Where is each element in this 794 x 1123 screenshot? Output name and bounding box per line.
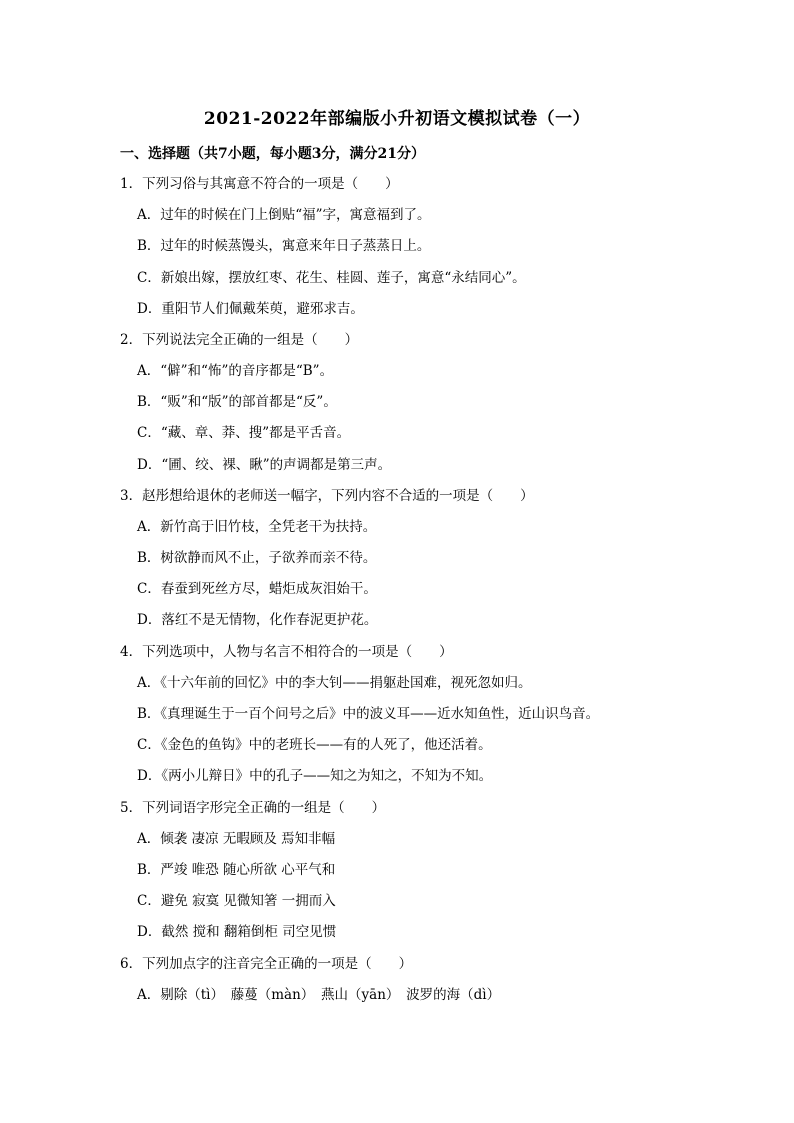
section-heading: 一、选择题（共7小题，每小题3分，满分21分）	[120, 146, 425, 162]
question-option: B．“贩”和“版”的部首都是“反”。	[137, 394, 337, 410]
question-stem: 2．下列说法完全正确的一组是（ ）	[120, 332, 359, 348]
question-option: D．落红不是无情物，化作春泥更护花。	[137, 612, 378, 628]
question-stem: 3．赵彤想给退休的老师送一幅字，下列内容不合适的一项是（ ）	[120, 488, 534, 504]
question-option: A．剔除（tì） 藤蔓（màn） 燕山（yān） 波罗的海（dì）	[137, 987, 501, 1003]
question-option: D．截然 搅和 翻箱倒柜 司空见惯	[137, 924, 337, 940]
question-option: C．《金色的鱼钩》中的老班长——有的人死了，他还活着。	[137, 737, 492, 753]
question-option: A．“僻”和“怖”的音序都是“B”。	[137, 363, 334, 379]
question-option: B．树欲静而风不止，子欲养而亲不待。	[137, 550, 377, 566]
question-option: A．新竹高于旧竹枝，全凭老干为扶持。	[137, 519, 377, 535]
question-stem: 4．下列选项中，人物与名言不相符合的一项是（ ）	[120, 644, 453, 660]
question-option: B．《真理诞生于一百个问号之后》中的波义耳——近水知鱼性，近山识鸟音。	[137, 706, 600, 722]
question-option: D．重阳节人们佩戴茱萸，避邪求吉。	[137, 301, 364, 317]
question-option: D．“圃、绞、裸、瞅”的声调都是第三声。	[137, 457, 392, 473]
question-stem: 1．下列习俗与其寓意不符合的一项是（ ）	[120, 176, 399, 192]
question-option: A．《十六年前的回忆》中的李大钊——捐躯赴国难，视死忽如归。	[137, 675, 532, 691]
question-option: C．春蚕到死丝方尽，蜡炬成灰泪始干。	[137, 581, 377, 597]
page-title: 2021-2022年部编版小升初语文模拟试卷（一）	[203, 109, 591, 129]
question-option: C．避免 寂寞 见微知箸 一拥而入	[137, 893, 336, 909]
question-stem: 6．下列加点字的注音完全正确的一项是（ ）	[120, 956, 413, 972]
question-stem: 5．下列词语字形完全正确的一组是（ ）	[120, 800, 386, 816]
question-option: B．过年的时候蒸馒头，寓意来年日子蒸蒸日上。	[137, 238, 431, 254]
question-option: C．“藏、章、莽、搜”都是平舌音。	[137, 425, 351, 441]
question-option: B．严竣 唯恐 随心所欲 心平气和	[137, 862, 336, 878]
question-option: A．过年的时候在门上倒贴“福”字，寓意福到了。	[137, 207, 431, 223]
question-option: C．新娘出嫁，摆放红枣、花生、桂圆、莲子，寓意“永结同心”。	[137, 270, 526, 286]
question-option: A．倾袭 凄凉 无暇顾及 焉知非幅	[137, 831, 336, 847]
question-option: D．《两小儿辩日》中的孔子——知之为知之，不知为不知。	[137, 768, 493, 784]
